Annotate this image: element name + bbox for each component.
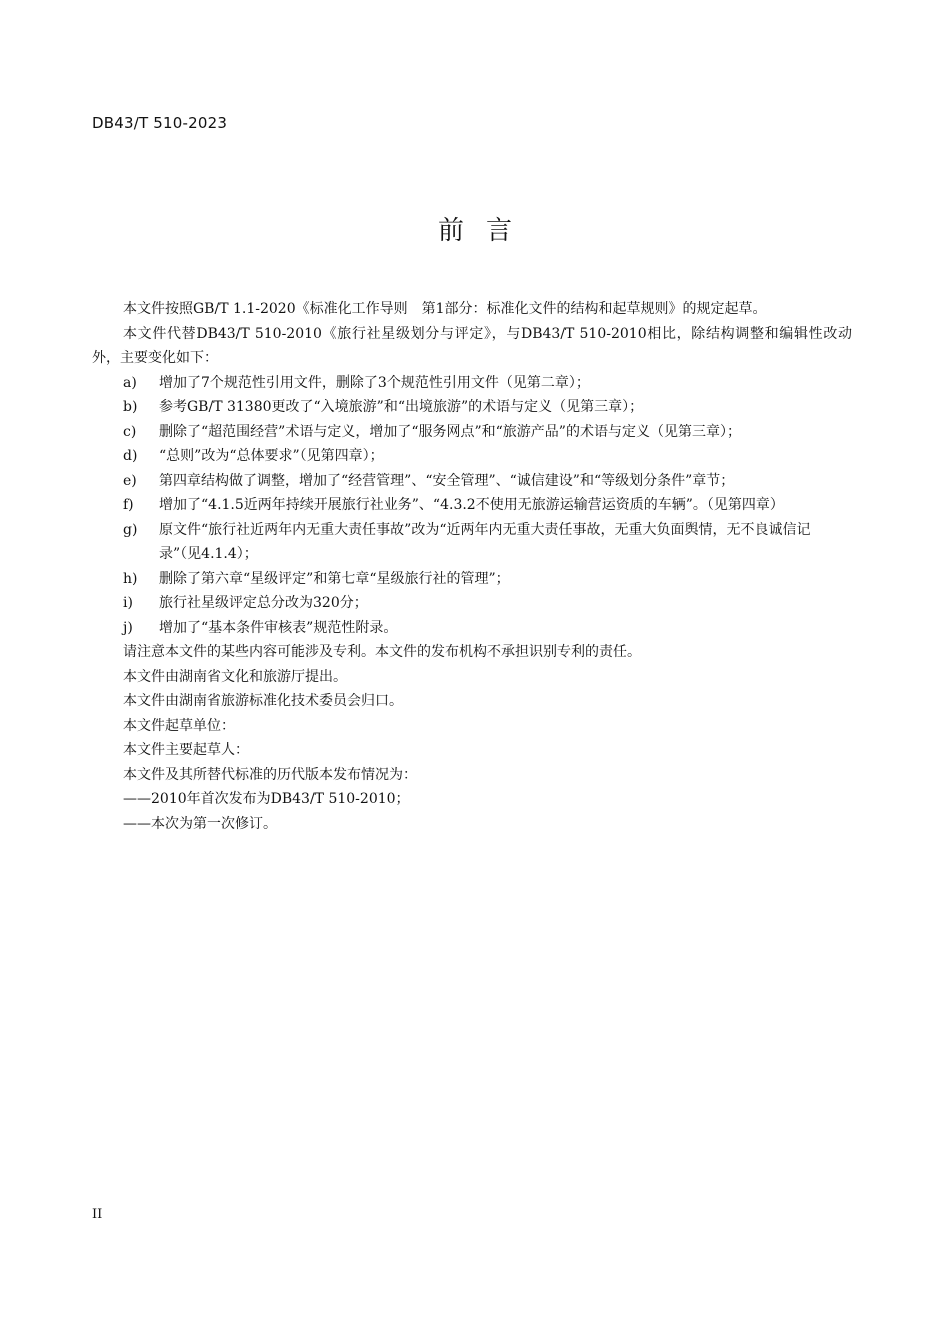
list-marker: a) [123, 374, 137, 391]
list-marker: c) [123, 423, 137, 440]
list-marker: f) [123, 497, 134, 513]
list-item-text: 删除了“超范围经营”术语与定义，增加了“服务网点”和“旅游产品”的术语与定义（见第三章）； [159, 423, 741, 440]
list-marker: j) [123, 619, 133, 636]
list-item-text: 第四章结构做了调整，增加了“经营管理”、“安全管理”、“诚信建设”和“等级划分条件”章节； [159, 472, 735, 489]
paragraph-history-first: ——2010年首次发布为DB43/T 510-2010； [123, 791, 410, 807]
list-item [92, 591, 852, 616]
list-item-text: “总则”改为“总体要求”（见第四章）； [159, 448, 384, 464]
list-marker: i) [123, 595, 133, 611]
paragraph-history-revision: ——本次为第一次修订。 [123, 815, 277, 832]
list-item [92, 616, 852, 641]
list-item [92, 444, 852, 469]
paragraph-proposer: 本文件由湖南省文化和旅游厅提出。 [123, 668, 347, 685]
list-marker: d) [123, 448, 138, 464]
list-item [92, 567, 852, 592]
page-number: II [92, 1207, 103, 1222]
list-item-text: 增加了7个规范性引用文件，删除了3个规范性引用文件（见第二章）； [159, 374, 590, 391]
list-marker: h) [123, 570, 138, 587]
list-item-text: 原文件“旅行社近两年内无重大责任事故”改为“近两年内无重大责任事故，无重大负面舆情，无不良诚信记录”（见4.1.4）； [159, 521, 811, 562]
list-item [92, 469, 852, 494]
paragraph-drafters: 本文件主要起草人： [123, 742, 249, 758]
list-marker: e) [123, 472, 137, 489]
list-item [92, 395, 852, 420]
paragraph-drafting-basis: 本文件按照GB/T 1.1-2020《标准化工作导则 第1部分：标准化文件的结构和起草规则》的规定起草。 [123, 301, 767, 317]
list-marker: b) [123, 399, 138, 415]
list-item [92, 420, 852, 445]
list-item-text: 增加了“基本条件审核表”规范性附录。 [159, 619, 398, 636]
list-item-text: 旅行社星级评定总分改为320分； [159, 595, 368, 611]
list-item [92, 518, 852, 567]
paragraph-committee: 本文件由湖南省旅游标准化技术委员会归口。 [123, 693, 403, 709]
document-body [92, 297, 852, 836]
list-item-text: 删除了第六章“星级评定”和第七章“星级旅行社的管理”； [159, 570, 510, 587]
list-item-text: 增加了“4.1.5近两年持续开展旅行社业务”、“4.3.2不使用无旅游运输营运资质的车辆”。（见第四章） [159, 497, 784, 513]
list-marker: g) [123, 521, 138, 538]
paragraph-patent-notice: 请注意本文件的某些内容可能涉及专利。本文件的发布机构不承担识别专利的责任。 [123, 644, 641, 660]
page-title: 前言 [437, 216, 534, 246]
list-item [92, 493, 852, 518]
document-code: DB43/T 510-2023 [92, 114, 228, 132]
paragraph-history-intro: 本文件及其所替代标准的历代版本发布情况为： [123, 766, 417, 783]
paragraph-replacement: 本文件代替DB43/T 510-2010《旅行社星级划分与评定》，与DB43/T 510-2010相比，除结构调整和编辑性改动外，主要变化如下： [92, 325, 852, 366]
list-item [92, 371, 852, 396]
list-item-text: 参考GB/T 31380更改了“入境旅游”和“出境旅游”的术语与定义（见第三章）； [159, 399, 644, 415]
paragraph-drafting-units: 本文件起草单位： [123, 717, 235, 734]
